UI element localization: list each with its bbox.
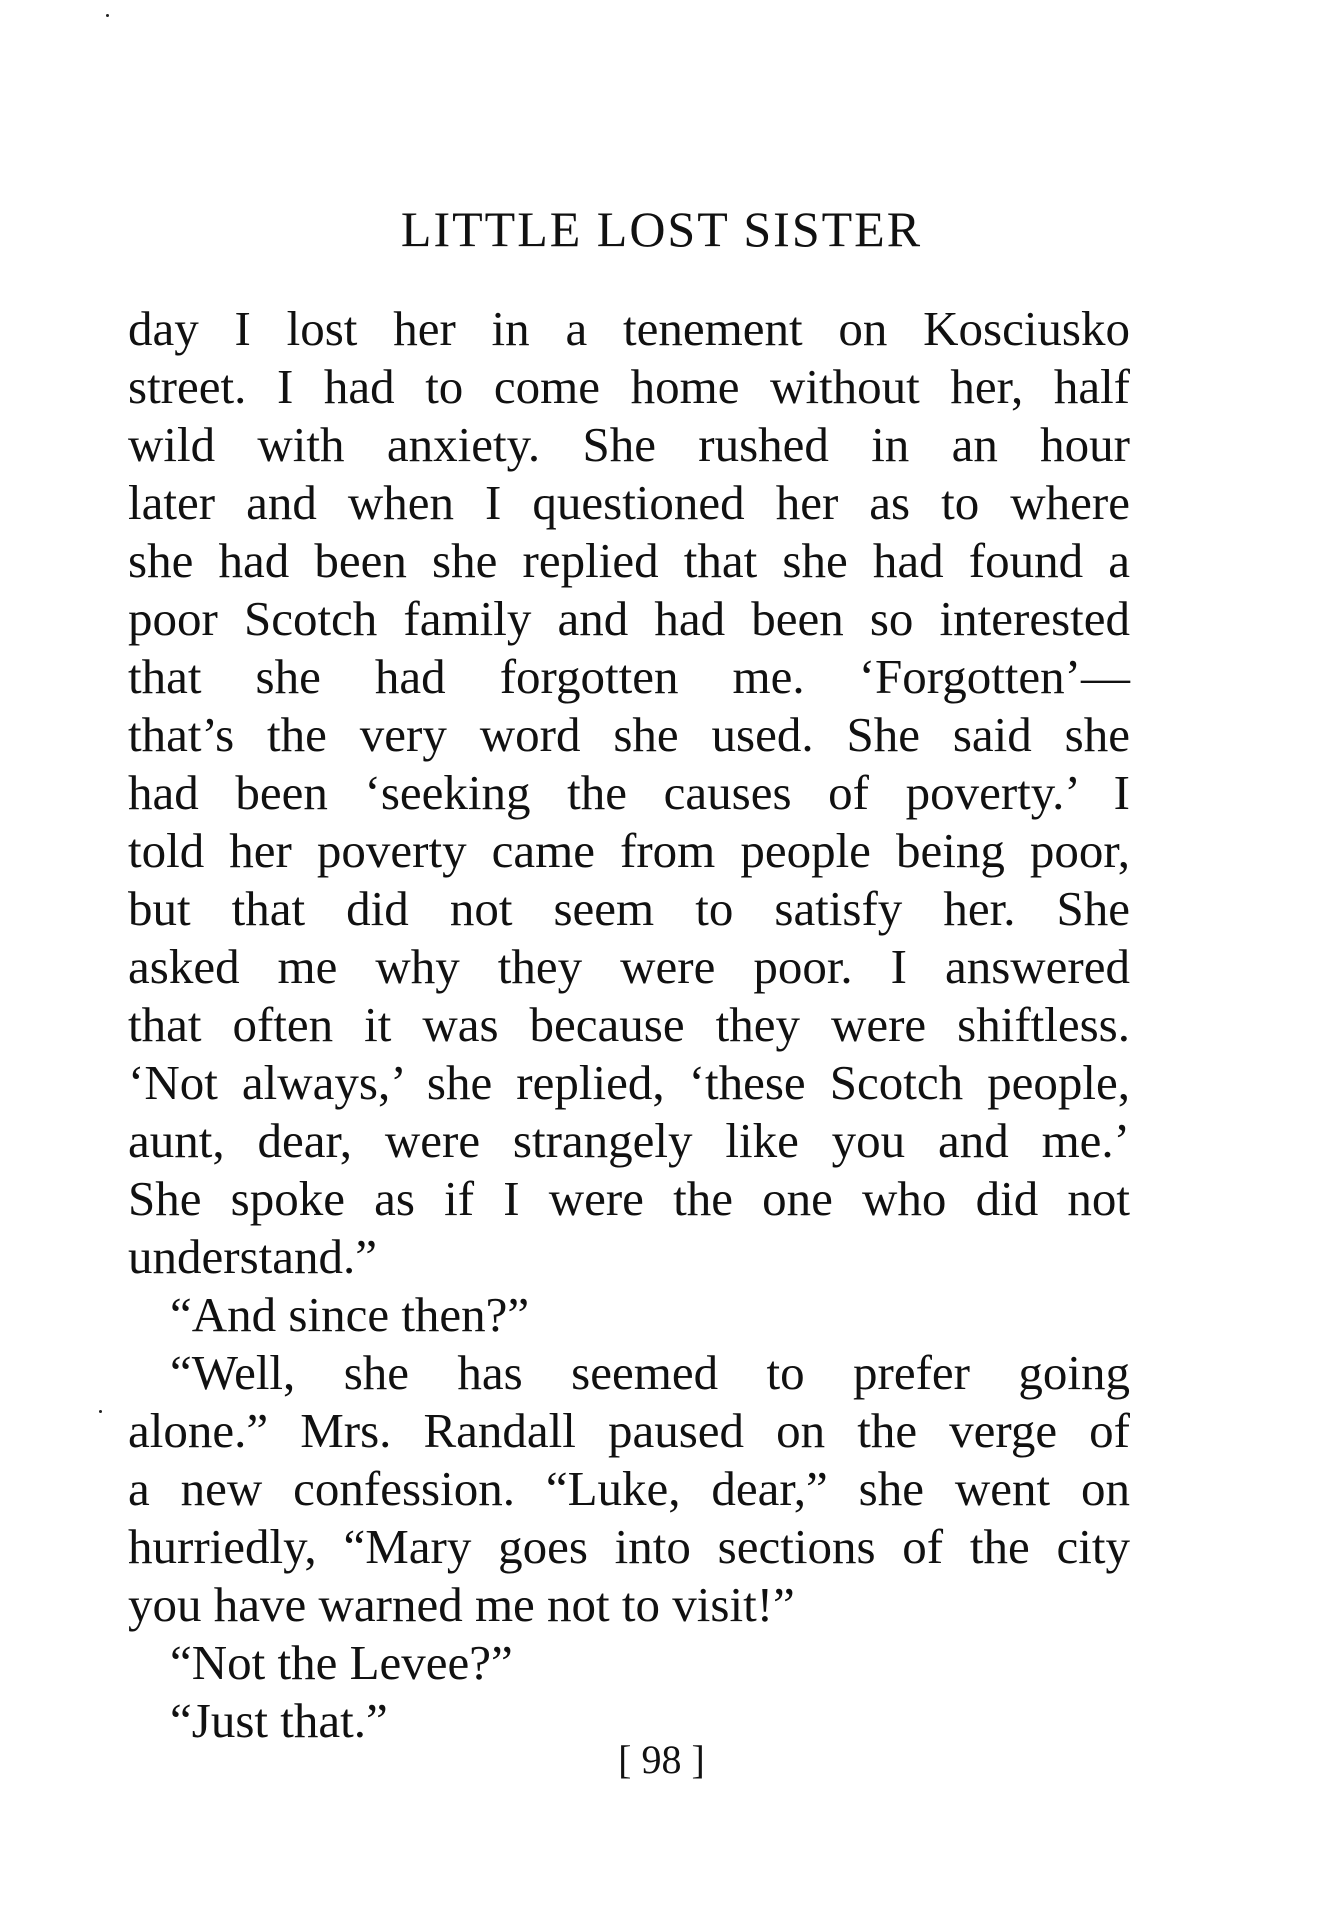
text-line: told her poverty came from people being poor,: [128, 823, 1130, 878]
text-line: day I lost her in a tenement on Kosciusko: [128, 301, 1130, 356]
text-line: had been ‘seeking the causes of poverty.’ I: [128, 765, 1130, 820]
dialogue-line: “Well, she has seemed to prefer going: [170, 1345, 1130, 1400]
text-line: She spoke as if I were the one who did not: [128, 1171, 1130, 1226]
text-line: hurriedly, “Mary goes into sections of the city: [128, 1519, 1130, 1574]
text-line: but that did not seem to satisfy her. She: [128, 881, 1130, 936]
text-line: poor Scotch family and had been so interested: [128, 591, 1130, 646]
text-line: alone.” Mrs. Randall paused on the verge of: [128, 1403, 1130, 1458]
dialogue-line: “Not the Levee?”: [170, 1635, 513, 1690]
body-text: [128, 300, 1130, 1750]
dialogue-line: “And since then?”: [170, 1287, 530, 1342]
text-line: street. I had to come home without her, half: [128, 359, 1130, 414]
dialogue-line: “Just that.”: [170, 1693, 388, 1748]
page-number: [ 98 ]: [618, 1737, 705, 1782]
text-line: that’s the very word she used. She said she: [128, 707, 1130, 762]
text-line: aunt, dear, were strangely like you and me.’: [128, 1113, 1130, 1168]
ink-speck: [106, 14, 109, 17]
text-line: later and when I questioned her as to where: [128, 475, 1130, 530]
text-line: you have warned me not to visit!”: [128, 1577, 795, 1632]
running-head: LITTLE LOST SISTER: [400, 201, 923, 257]
text-line: a new confession. “Luke, dear,” she went on: [128, 1461, 1130, 1516]
text-line: ‘Not always,’ she replied, ‘these Scotch people,: [128, 1055, 1130, 1110]
text-line: she had been she replied that she had found a: [128, 533, 1130, 588]
text-line: that she had forgotten me. ‘Forgotten’—: [128, 649, 1130, 704]
text-line: that often it was because they were shiftless.: [128, 997, 1130, 1052]
ink-speck: [99, 1410, 102, 1413]
text-line: asked me why they were poor. I answered: [128, 939, 1130, 994]
text-line: wild with anxiety. She rushed in an hour: [128, 417, 1130, 472]
text-line: understand.”: [128, 1229, 377, 1284]
